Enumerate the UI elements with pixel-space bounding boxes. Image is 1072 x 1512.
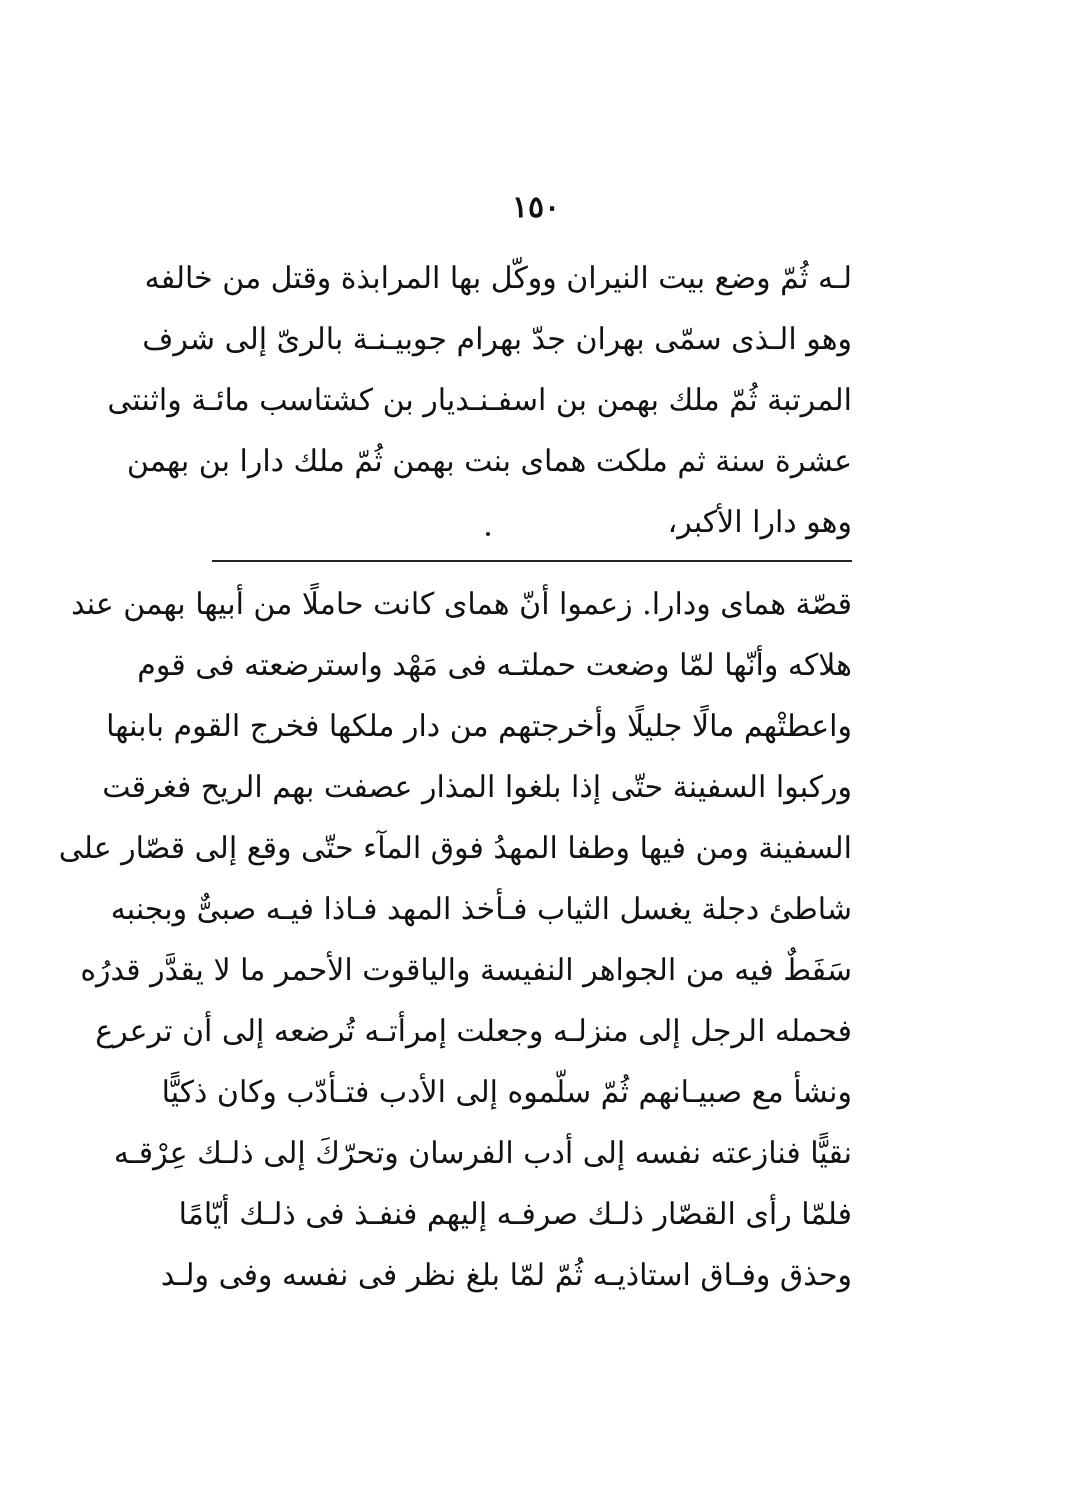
text-line: وركبوا السفينة حتّى إذا بلغوا المذار عصفت بهم الريح فغرقت <box>102 770 852 805</box>
text-line: لـه ثُمّ وضع بيت النيران ووكّل بها المرابذة وقتل من خالفه <box>144 261 852 296</box>
text-line: ونشأ مع صبيـانهم ثُمّ سلّموه إلى الأدب فتـأدّب وكان ذكيًّا <box>161 1075 852 1110</box>
text-line: هلاكه وأنّها لمّا وضعت حملتـه فى مَهْد واسترضعته فى قوم <box>137 648 852 683</box>
text-line: السفينة ومن فيها وطفا المهدُ فوق المآء حتّى وقع إلى قصّار على <box>58 831 852 866</box>
text-line: وهو الـذى سمّى بهران جدّ بهرام جوبيـنـة بالرىّ إلى شرف <box>142 322 852 357</box>
text-line: وحذق وفـاق استاذيـه ثُمّ لمّا بلغ نظر فى نفسه وفى ولـد <box>160 1258 852 1293</box>
text-line: واعطتْهم مالًا جليلًا وأخرجتهم من دار ملكها فخرج القوم بابنها <box>106 709 852 744</box>
stray-dot <box>486 532 490 536</box>
text-line: المرتبة ثُمّ ملك بهمن بن اسفـنـديار بن كشتاسب مائـة واثنتى <box>107 383 852 418</box>
paragraph-2 <box>58 574 852 1306</box>
text-line: قصّة هماى ودارا. زعموا أنّ هماى كانت حاملًا من أبيها بهمن عند <box>71 587 852 622</box>
paragraph-1 <box>107 248 852 553</box>
text-line: عشرة سنة ثم ملكت هماى بنت بهمن ثُمّ ملك دارا بن بهمن <box>126 444 852 479</box>
text-line: نقيًّا فنازعته نفسه إلى أدب الفرسان وتحرّكَ إلى ذلـك عِرْقـه <box>113 1136 852 1171</box>
section-divider <box>212 560 852 562</box>
text-line: شاطئ دجلة يغسل الثياب فـأخذ المهد فـاذا فيـه صبىٌّ وبجنبه <box>110 892 852 927</box>
text-line: فلمّا رأى القصّار ذلـك صرفـه إليهم فنفـذ فى ذلـك أيّامًا <box>178 1197 852 1232</box>
text-line: فحمله الرجل إلى منزلـه وجعلت إمرأتـه تُرضعه إلى أن ترعرع <box>95 1014 852 1049</box>
text-line: وهو دارا الأكبر، <box>667 505 852 540</box>
page-number: ١٥٠ <box>511 190 561 225</box>
text-line: سَفَطٌ فيه من الجواهر النفيسة والياقوت الأحمر ما لا يقدَّر قدرُه <box>80 953 852 988</box>
